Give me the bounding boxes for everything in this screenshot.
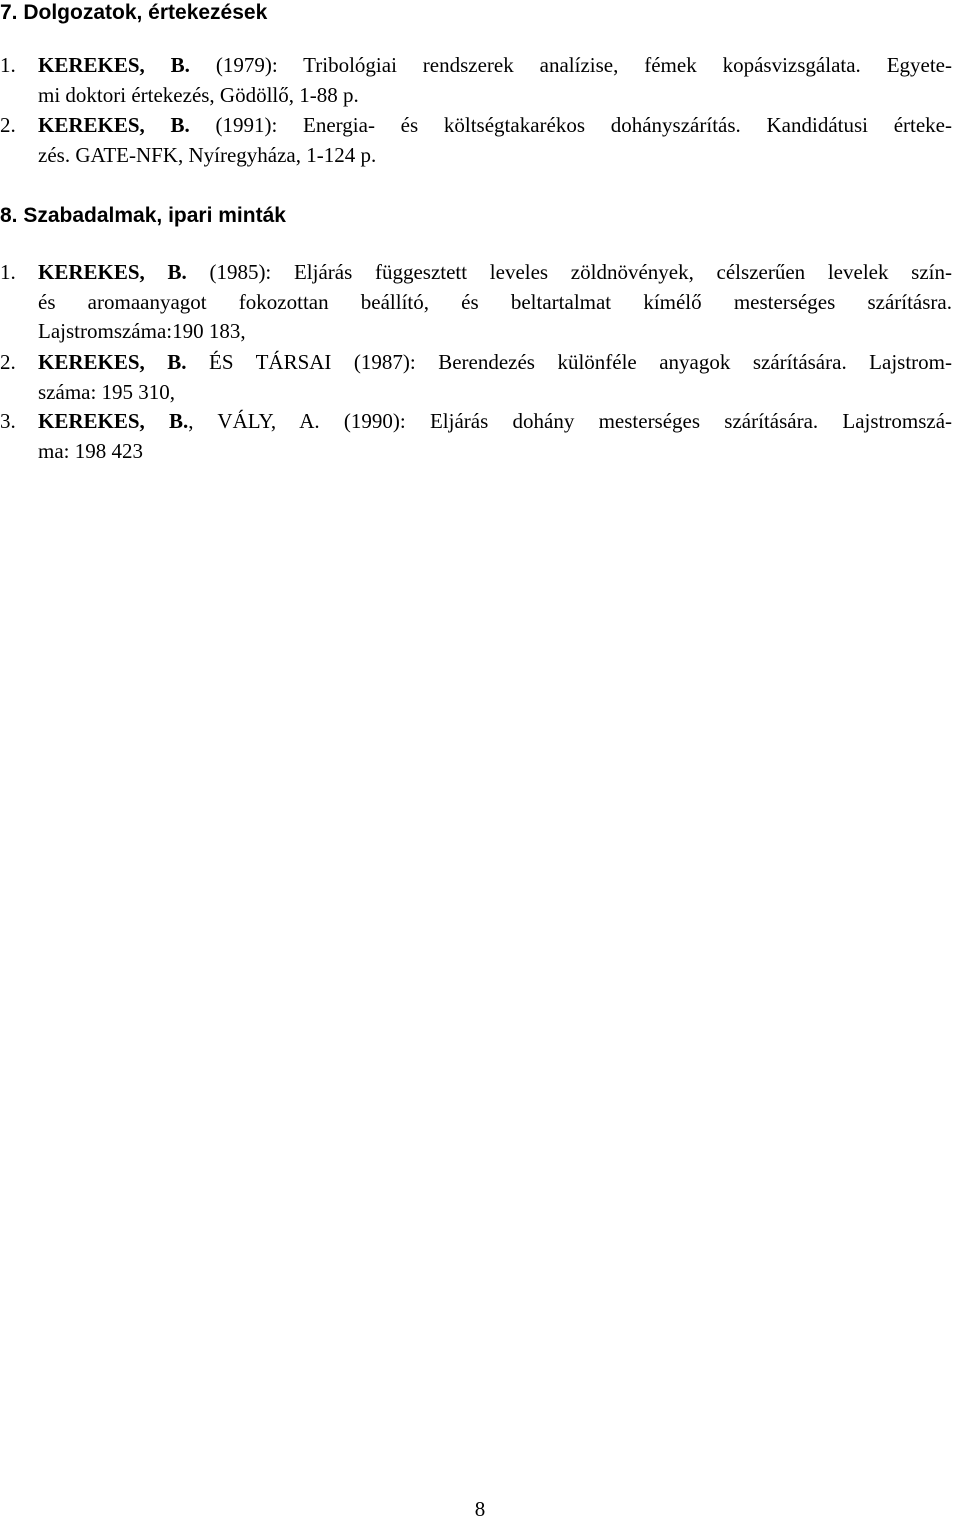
item-author: KEREKES, B. <box>38 409 189 433</box>
item-text: , VÁLY, A. (1990): Eljárás dohány mesterséges szárítására. Lajstromszá- <box>188 409 953 433</box>
item-line <box>0 348 952 378</box>
item-author: KEREKES, B. <box>38 350 187 374</box>
item-text: (1979): Tribológiai rendszerek analízise, fémek kopásvizsgálata. Egyete- <box>189 53 952 77</box>
item-text: (1985): Eljárás függesztett leveles zöldnövények, célszerűen levelek szín- <box>186 260 952 284</box>
list-item <box>0 258 952 347</box>
item-author: KEREKES, B. <box>38 113 190 137</box>
section-heading-dissertations: 7. Dolgozatok, értekezések <box>0 1 268 24</box>
item-text: (1991): Energia- és költségtakarékos dohányszárítás. Kandidátusi érteke- <box>189 113 952 137</box>
item-line <box>0 51 952 81</box>
item-author: KEREKES, B. <box>38 53 190 77</box>
item-line <box>0 258 952 288</box>
item-line: mi doktori értekezés, Gödöllő, 1-88 p. <box>38 82 359 107</box>
item-number: 1. <box>0 260 16 284</box>
item-line: zés. GATE-NFK, Nyíregyháza, 1-124 p. <box>38 142 377 167</box>
section-heading-patents: 8. Szabadalmak, ipari minták <box>0 204 286 227</box>
item-line: Lajstromszáma:190 183, <box>38 319 246 343</box>
item-author: KEREKES, B. <box>38 260 187 284</box>
list-item <box>0 111 952 170</box>
item-line <box>0 111 952 141</box>
item-line: és aromaanyagot fokozottan beállító, és beltartalmat kímélő mesterséges szárításra. <box>38 289 952 314</box>
item-text: ÉS TÁRSAI (1987): Berendezés különféle anyagok szárítására. Lajstrom- <box>186 350 952 374</box>
item-number: 2. <box>0 350 16 374</box>
page-number: 8 <box>474 1497 486 1521</box>
item-number: 3. <box>0 409 16 433</box>
item-line: száma: 195 310, <box>38 379 176 404</box>
list-item <box>0 348 952 407</box>
list-item <box>0 51 952 110</box>
item-number: 1. <box>0 53 16 77</box>
item-number: 2. <box>0 113 16 137</box>
item-line: ma: 198 423 <box>38 438 143 463</box>
list-item <box>0 407 952 466</box>
item-line <box>0 407 952 437</box>
